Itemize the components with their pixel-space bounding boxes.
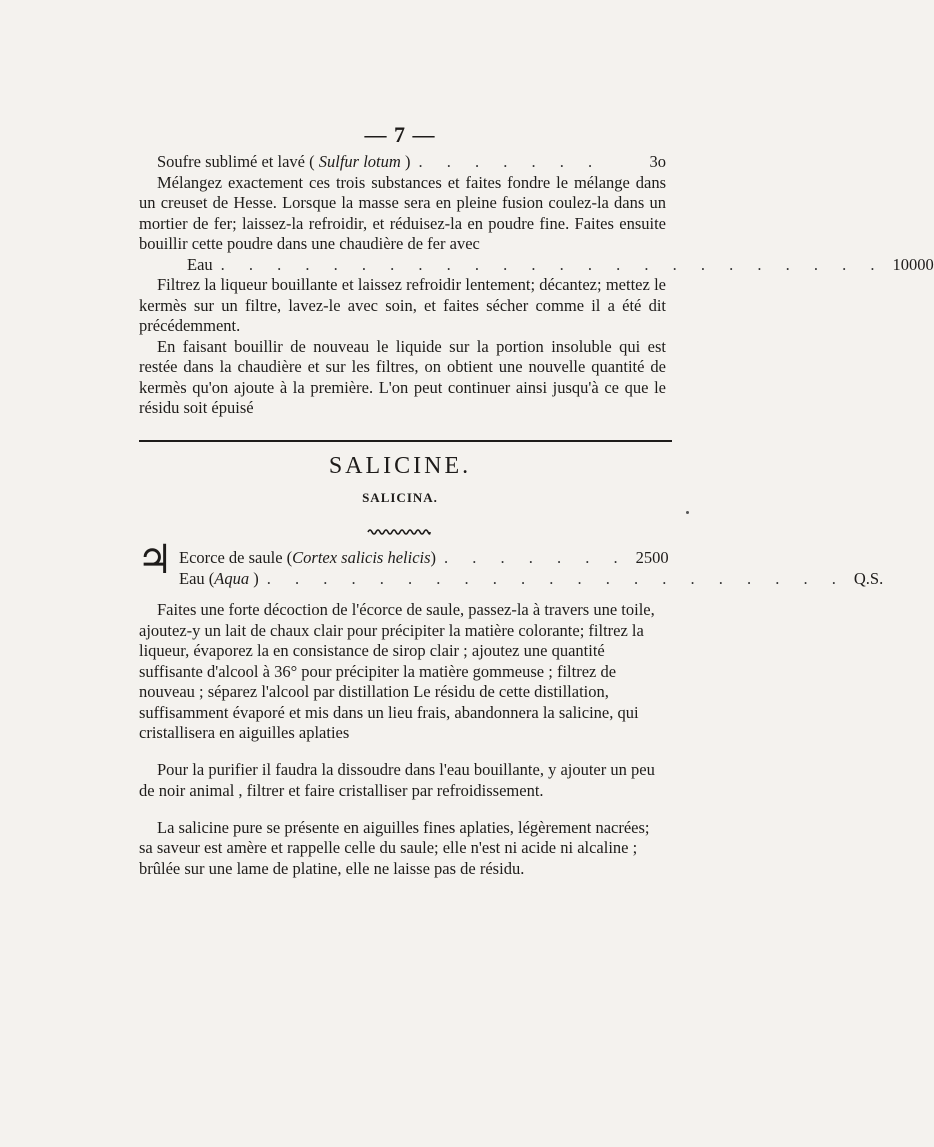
ingredient-quantity: Q.S. [853, 568, 884, 588]
paragraph: Mélangez exactement ces trois substances et faites fondre le mélange dans un creuset de Hesse. Lorsque la masse sera en pleine fusion coulez-la dans un mortier de fer; laissez-la refroidir, et réduisez-la en poudre fine. Faites ensuite bouillir cette poudre dans une chaudière de fer avec [139, 172, 666, 253]
speck [686, 511, 689, 514]
leader-dots: . . . . . . . . . . . . . . . . . . . . . . . . [220, 254, 885, 274]
leader-dots: . . . . . . . . . . . . . . . . . . . . . [266, 568, 846, 588]
ingredient-quantity: 3o [649, 152, 666, 171]
paragraph: En faisant bouillir de nouveau le liquide sur la portion insoluble qui est restée dans la chaudière et sur les filtres, on obtient une nouvelle quantité de kermès qu'on ajoute à la première. L'on peut continuer ainsi jusqu'à ce que le résidu soit épuisé [139, 336, 666, 417]
ingredient-line-water [139, 254, 934, 276]
section-subtitle: SALICINA. [362, 490, 438, 505]
paragraph: Pour la purifier il faudra la dissoudre dans l'eau bouillante, y ajouter un peu de noir animal , filtrer et faire cristalliser par refroidissement. [139, 760, 655, 800]
leader-dots: . . . . . . . [444, 548, 628, 567]
ingredient-line-water [139, 568, 884, 590]
ingredient-label: Eau ( [179, 568, 215, 588]
ingredient-close: ) [249, 568, 259, 588]
ingredient-latin: Aqua [214, 568, 250, 588]
ingredient-line-bark [139, 548, 669, 569]
ingredient-latin: Sulfur lotum [318, 152, 401, 171]
ingredient-quantity: 10000 [892, 254, 934, 274]
ornament-wavy-line [368, 528, 430, 536]
page-number: — 7 — [364, 122, 436, 147]
ingredient-close: ) [430, 548, 437, 567]
kermes-continuation [139, 152, 934, 419]
paragraph: La salicine pure se présente en aiguilles fines aplaties, légèrement nacrées; sa saveur est amère et rappelle celle du saule; elle n'est ni acide ni alcaline ; brûlée sur une lame de platine, elle ne laisse pas de résidu. [139, 817, 650, 878]
section-title: SALICINE. [328, 453, 472, 479]
ingredient-quantity: 2500 [635, 548, 669, 567]
ingredient-label: Ecorce de saule ( [179, 548, 293, 567]
ingredient-label: Soufre sublimé et lavé ( [157, 152, 319, 171]
ingredient-close: ) [400, 152, 411, 171]
leader-dots: . . . . . . . [418, 152, 603, 171]
paragraph: Filtrez la liqueur bouillante et laissez refroidir lentement; décantez; mettez le kermès sur un filtre, lavez-le avec soin, et faites sécher comme il a été dit précédemment. [139, 275, 666, 335]
recipe-symbol-icon: ♃ [137, 536, 173, 583]
salicine-section [137, 536, 884, 896]
ingredient-label: Eau [187, 254, 213, 274]
ingredient-latin: Cortex salicis helicis [292, 548, 431, 567]
paragraph: Faites une forte décoction de l'écorce de saule, passez-la à travers une toile, ajoutez-y un lait de chaux clair pour précipiter la matière colorante; filtrez la liqueur, évaporez la en consistance de sirop clair ; ajoutez une quantité suffisante d'alcool à 36° pour précipiter la matière gommeuse ; filtrez de nouveau ; séparez l'alcool par distillation Le résidu de cette distillation, suffisamment évaporé et mis dans un lieu frais, abandonnera la salicine, qui cristallisera en aiguilles aplaties [139, 600, 655, 742]
ingredient-line-sulfur [139, 152, 666, 173]
section-divider [139, 440, 672, 442]
